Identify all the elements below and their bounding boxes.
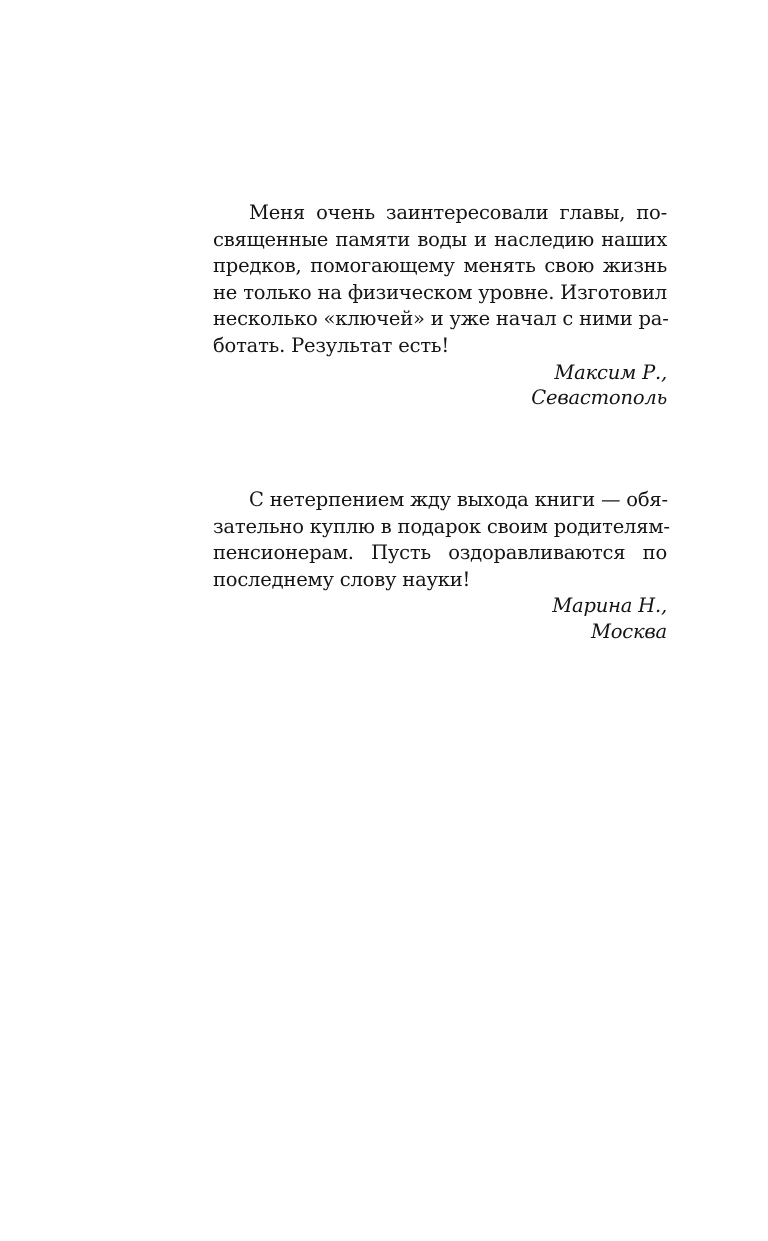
review-city: Севастополь xyxy=(531,386,667,410)
text-line: зательно куплю в подарок своим родителям- xyxy=(213,514,670,538)
text-line: пенсионерам. Пусть оздоравливаются по xyxy=(213,541,667,565)
review-text xyxy=(213,487,670,593)
review-author: Марина Н., xyxy=(552,594,667,618)
review-text xyxy=(213,200,667,360)
review-marina xyxy=(213,487,670,644)
text-line: не только на физическом уровне. Изготовил xyxy=(213,280,667,304)
review-city: Москва xyxy=(590,619,667,643)
text-line: С нетерпением жду выхода книги — обя- xyxy=(249,488,668,511)
review-maxim xyxy=(213,200,667,411)
text-line: священные памяти воды и наследию наших xyxy=(213,227,667,251)
text-line: Меня очень заинтересовали главы, по- xyxy=(249,201,667,224)
review-author: Максим Р., xyxy=(554,360,667,384)
text-line: последнему слову науки! xyxy=(213,567,471,591)
text-line: ботать. Результат есть! xyxy=(213,333,449,357)
text-line: предков, помогающему менять свою жизнь xyxy=(213,254,667,278)
text-line: несколько «ключей» и уже начал с ними ра- xyxy=(213,307,669,331)
